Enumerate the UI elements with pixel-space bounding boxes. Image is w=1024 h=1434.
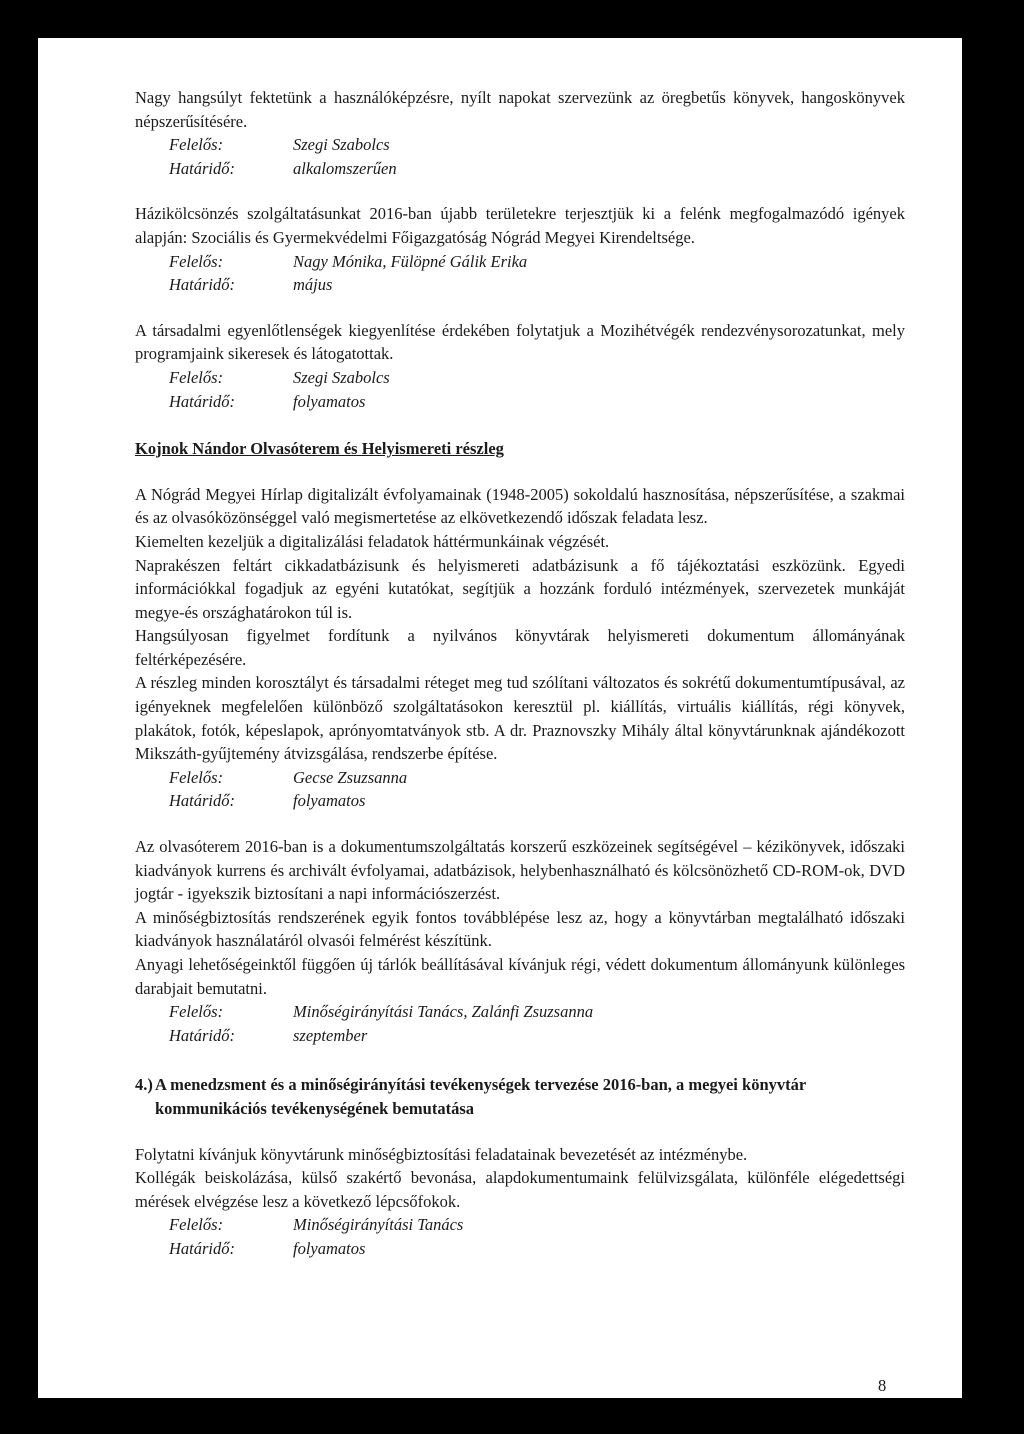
paragraph: A társadalmi egyenlőtlenségek kiegyenlítése érdekében folytatjuk a Mozihétvégék rendezvénysorozatunkat, mely programjaink sikeresek és látogatottak. — [135, 320, 905, 364]
paragraph: Naprakészen feltárt cikkadatbázisunk és helyismereti adatbázisunk a fő tájékoztatási eszközünk. Egyedi információkkal fogadjuk az egyéni kutatókat, segítjük a hozzánk forduló intézmények, szervezetek munkáját megye-és országhatárokon túl is. — [135, 555, 905, 622]
paragraph: A Nógrád Megyei Hírlap digitalizált évfolyamainak (1948-2005) sokoldalú hasznosítása, népszerűsítése, a szakmai és az olvasóközönséggel való megismertetése az elkövetkezendő időszak feladata lesz. — [135, 484, 905, 528]
responsible-line — [135, 1000, 905, 1024]
responsible-value: Minőségirányítási Tanács, Zalánfi Zsuzsanna — [293, 1002, 594, 1022]
responsible-line — [135, 366, 905, 390]
responsible-line — [135, 766, 905, 790]
document-page — [38, 38, 962, 1398]
section-number: 4.) — [135, 1075, 153, 1095]
deadline-value: szeptember — [293, 1025, 368, 1045]
paragraph: Kiemelten kezeljük a digitalizálási feladatok háttérmunkáinak végzését. — [135, 531, 610, 551]
responsible-label: Felelős: — [169, 767, 224, 787]
deadline-value: folyamatos — [293, 791, 366, 811]
responsible-label: Felelős: — [169, 367, 224, 387]
responsible-label: Felelős: — [169, 1002, 224, 1022]
responsible-label: Felelős: — [169, 135, 224, 155]
paragraph: A részleg minden korosztályt és társadalmi réteget meg tud szólítani változatos és sokrétű dokumentumtípusával, az igényeknek megfelelően különböző szolgáltatásokon keresztül pl. kiállítás, virtuális kiállítás, régi könyvek, plakátok, fotók, képeslapok, aprónyomtatványok stb. A dr. Praznovszky Mihály által könyvtárunknak ajándékozott Mikszáth-gyűjtemény átvizsgálása, rendszerbe építése. — [135, 673, 905, 764]
deadline-label: Határidő: — [169, 158, 235, 178]
deadline-label: Határidő: — [169, 275, 235, 295]
deadline-label: Határidő: — [169, 1025, 235, 1045]
deadline-line — [135, 1237, 905, 1261]
deadline-line — [135, 390, 905, 414]
paragraph: A minőségbiztosítás rendszerének egyik fontos továbblépése lesz az, hogy a könyvtárban megtalálható időszaki kiadványok használatáról olvasói felmérést készítünk. — [135, 907, 905, 951]
responsible-value: Szegi Szabolcs — [293, 135, 390, 155]
paragraph: Hangsúlyosan figyelmet fordítunk a nyilvános könyvtárak helyismereti dokumentum állományának feltérképezésére. — [135, 626, 905, 669]
responsible-line — [135, 1213, 905, 1237]
responsible-value: Gecse Zsuzsanna — [293, 767, 408, 787]
responsible-label: Felelős: — [169, 1215, 224, 1235]
deadline-label: Határidő: — [169, 1238, 235, 1258]
section-title-text: A menedzsment és a minőségirányítási tevékenységek tervezése 2016-ban, a megyei könyvtár kommunikációs tevékenységének bemutatása — [155, 1075, 806, 1118]
deadline-value: folyamatos — [293, 391, 366, 411]
paragraph: Nagy hangsúlyt fektetünk a használóképzésre, nyílt napokat szervezünk az öregbetűs könyvek, hangoskönyvek népszerűsítésére. — [135, 88, 905, 131]
deadline-value: alkalomszerűen — [293, 158, 397, 178]
responsible-value: Nagy Mónika, Fülöpné Gálik Erika — [293, 251, 528, 271]
page-number: 8 — [878, 1376, 887, 1395]
deadline-label: Határidő: — [169, 391, 235, 411]
paragraph: Anyagi lehetőségeinktől függően új tárlók beállításával kívánjuk régi, védett dokumentum állományunk különleges darabjait bemutatni. — [135, 955, 905, 998]
deadline-line — [135, 157, 905, 181]
section-title — [135, 1073, 905, 1120]
section-heading: Kojnok Nándor Olvasóterem és Helyismereti részleg — [135, 439, 504, 459]
responsible-value: Szegi Szabolcs — [293, 367, 390, 387]
document-body — [135, 86, 905, 1261]
responsible-line — [135, 250, 905, 274]
responsible-label: Felelős: — [169, 251, 224, 271]
paragraph: Folytatni kívánjuk könyvtárunk minőségbiztosítási feladatainak bevezetését az intézménybe. — [135, 1144, 748, 1164]
paragraph: Kollégák beiskolázása, külső szakértő bevonása, alapdokumentumaink felülvizsgálata, különféle elégedettségi mérések elvégzése lesz a következő lépcsőfokok. — [135, 1168, 905, 1211]
deadline-line — [135, 1024, 905, 1048]
responsible-value: Minőségirányítási Tanács — [293, 1215, 464, 1235]
deadline-value: május — [293, 275, 333, 295]
deadline-line — [135, 789, 905, 813]
paragraph: Az olvasóterem 2016-ban is a dokumentumszolgáltatás korszerű eszközeinek segítségével – kézikönyvek, időszaki kiadványok kurrens és archivált évfolyamai, adatbázisok, helybenhasználható és kölcsönözhető CD-ROM-ok, DVD jogtár - igyekszik biztosítani a napi információszerzést. — [135, 837, 905, 904]
deadline-value: folyamatos — [293, 1238, 366, 1258]
paragraph: Házikölcsönzés szolgáltatásunkat 2016-ban újabb területekre terjesztjük ki a felénk megfogalmazódó igények alapján: Szociális és Gyermekvédelmi Főigazgatóság Nógrád Megyei Kirendeltsége. — [135, 204, 905, 247]
deadline-label: Határidő: — [169, 791, 235, 811]
deadline-line — [135, 273, 905, 297]
responsible-line — [135, 133, 905, 157]
